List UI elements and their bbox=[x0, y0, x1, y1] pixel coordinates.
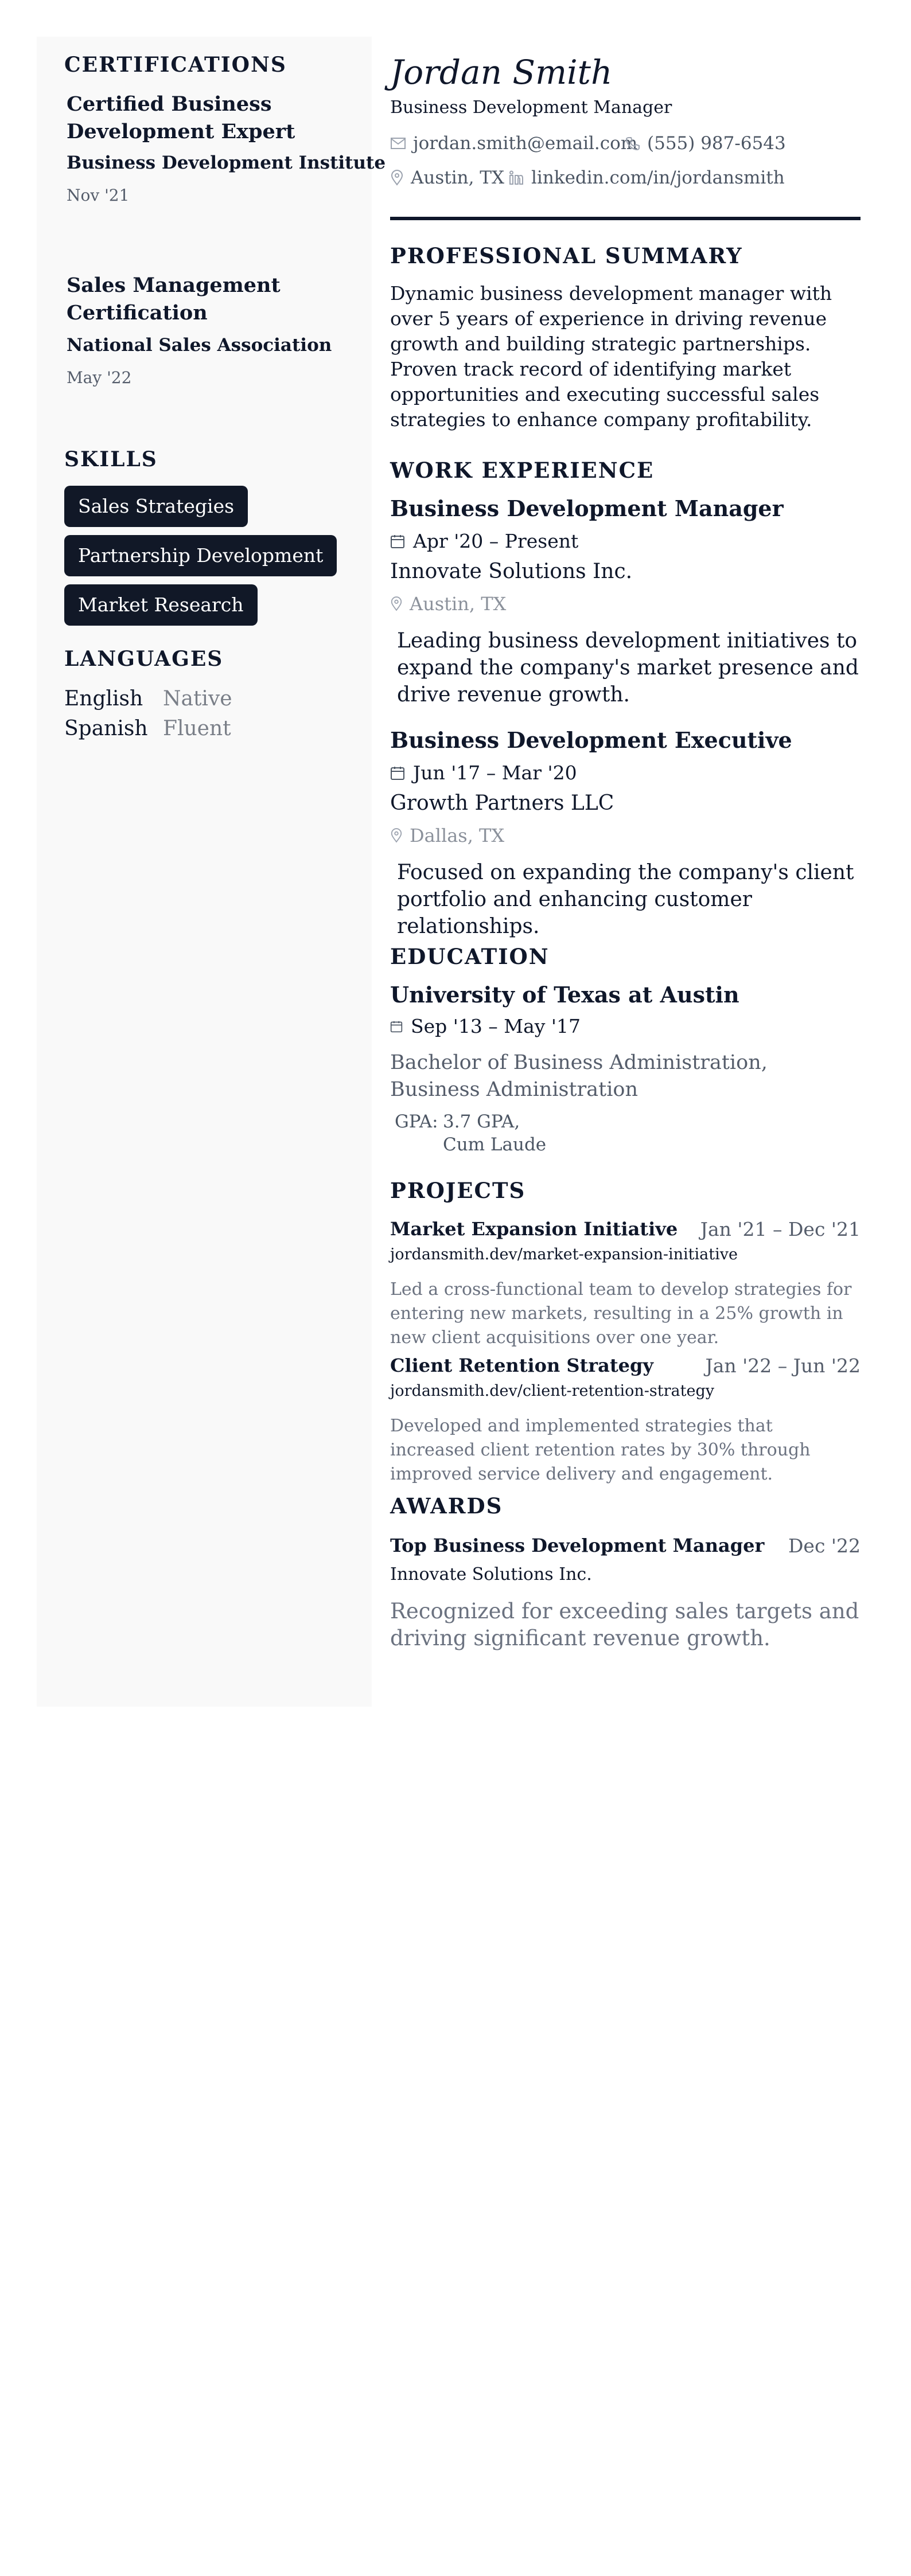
language-name: Spanish bbox=[64, 717, 148, 740]
certification-date: May '22 bbox=[67, 368, 132, 387]
job-entry-title: Business Development Manager bbox=[390, 495, 784, 521]
phone-contact[interactable] bbox=[625, 133, 786, 154]
job-entry-title: Business Development Executive bbox=[390, 727, 792, 753]
job-company: Innovate Solutions Inc. bbox=[390, 560, 633, 583]
project-name: Market Expansion Initiative bbox=[390, 1218, 678, 1240]
email-text: jordan.smith@email.com bbox=[413, 133, 638, 154]
skill-chip: Market Research bbox=[64, 584, 258, 626]
location-contact bbox=[390, 167, 504, 188]
calendar-icon bbox=[390, 766, 405, 780]
language-name: English bbox=[64, 687, 143, 711]
skills-heading: SKILLS bbox=[64, 447, 158, 471]
phone-text: (555) 987-6543 bbox=[647, 133, 786, 154]
certification-name: Certified Business Development Expert bbox=[67, 92, 295, 143]
summary-text: Dynamic business development manager with over 5 years of experience in driving revenue growth and building strategic partnerships. Proven track record of identifying market opportunities and executing successful sales strategies to enhance company profitability. bbox=[390, 282, 832, 431]
sidebar bbox=[37, 37, 386, 1707]
certification-org: Business Development Institute bbox=[67, 153, 386, 173]
project-dates: Jan '21 – Dec '21 bbox=[700, 1218, 861, 1240]
job-dates bbox=[390, 530, 578, 552]
calendar-icon bbox=[390, 1020, 403, 1033]
languages-heading: LANGUAGES bbox=[64, 647, 224, 671]
job-dates bbox=[390, 762, 577, 784]
linkedin-icon bbox=[508, 170, 524, 186]
location-text: Austin, TX bbox=[411, 167, 505, 188]
linkedin-text: linkedin.com/in/jordansmith bbox=[531, 167, 785, 188]
job-location-text: Dallas, TX bbox=[410, 825, 505, 846]
gpa-value: 3.7 GPA, Cum Laude bbox=[443, 1111, 547, 1155]
education-heading: EDUCATION bbox=[390, 944, 550, 969]
project-description: Led a cross-functional team to develop strategies for entering new markets, resulting in a 25% growth in new client acquisitions over one year. bbox=[390, 1279, 852, 1348]
email-contact[interactable] bbox=[390, 133, 637, 154]
location-pin-icon bbox=[390, 170, 404, 186]
project-dates: Jan '22 – Jun '22 bbox=[705, 1355, 861, 1377]
projects-heading: PROJECTS bbox=[390, 1178, 526, 1203]
job-company: Growth Partners LLC bbox=[390, 791, 614, 815]
calendar-icon bbox=[390, 534, 405, 549]
linkedin-contact[interactable] bbox=[508, 167, 785, 188]
education-degree: Bachelor of Business Administration, Business Administration bbox=[390, 1051, 768, 1101]
header-divider bbox=[390, 217, 861, 220]
certifications-heading: CERTIFICATIONS bbox=[64, 53, 287, 77]
location-pin-icon bbox=[390, 596, 403, 611]
experience-heading: WORK EXPERIENCE bbox=[390, 458, 655, 483]
job-location-text: Austin, TX bbox=[410, 593, 507, 615]
education-dates-text: Sep '13 – May '17 bbox=[411, 1015, 581, 1037]
summary-heading: PROFESSIONAL SUMMARY bbox=[390, 243, 743, 268]
skill-chip: Partnership Development bbox=[64, 535, 337, 576]
education-dates bbox=[390, 1015, 581, 1037]
skill-chip: Sales Strategies bbox=[64, 486, 248, 527]
award-description: Recognized for exceeding sales targets and driving significant revenue growth. bbox=[390, 1599, 859, 1650]
job-dates-text: Apr '20 – Present bbox=[413, 530, 579, 552]
project-description: Developed and implemented strategies that increased client retention rates by 30% through improved service delivery and engagement. bbox=[390, 1416, 811, 1484]
project-url-link[interactable]: jordansmith.dev/client-retention-strategy bbox=[390, 1382, 714, 1400]
award-date: Dec '22 bbox=[788, 1535, 861, 1557]
location-pin-icon bbox=[390, 828, 403, 843]
certification-org: National Sales Association bbox=[67, 335, 332, 356]
phone-icon bbox=[625, 136, 640, 151]
awards-heading: AWARDS bbox=[390, 1493, 503, 1519]
gpa-label: GPA: bbox=[395, 1111, 438, 1132]
award-org: Innovate Solutions Inc. bbox=[390, 1564, 592, 1584]
job-location bbox=[390, 593, 506, 615]
award-name: Top Business Development Manager bbox=[390, 1535, 765, 1556]
job-description: Leading business development initiatives to expand the company's market presence and drive revenue growth. bbox=[397, 629, 859, 707]
language-level: Native bbox=[163, 687, 232, 711]
candidate-name: Jordan Smith bbox=[390, 53, 613, 92]
job-dates-text: Jun '17 – Mar '20 bbox=[413, 762, 577, 784]
mail-icon bbox=[390, 137, 406, 150]
education-school: University of Texas at Austin bbox=[390, 982, 739, 1008]
project-url-link[interactable]: jordansmith.dev/market-expansion-initiative bbox=[390, 1246, 738, 1263]
project-name: Client Retention Strategy bbox=[390, 1355, 653, 1376]
language-level: Fluent bbox=[163, 717, 231, 740]
job-title: Business Development Manager bbox=[390, 97, 672, 118]
job-location bbox=[390, 825, 504, 846]
certification-name: Sales Management Certification bbox=[67, 274, 281, 325]
job-description: Focused on expanding the company's client portfolio and enhancing customer relationships. bbox=[397, 861, 854, 938]
certification-date: Nov '21 bbox=[67, 186, 130, 205]
